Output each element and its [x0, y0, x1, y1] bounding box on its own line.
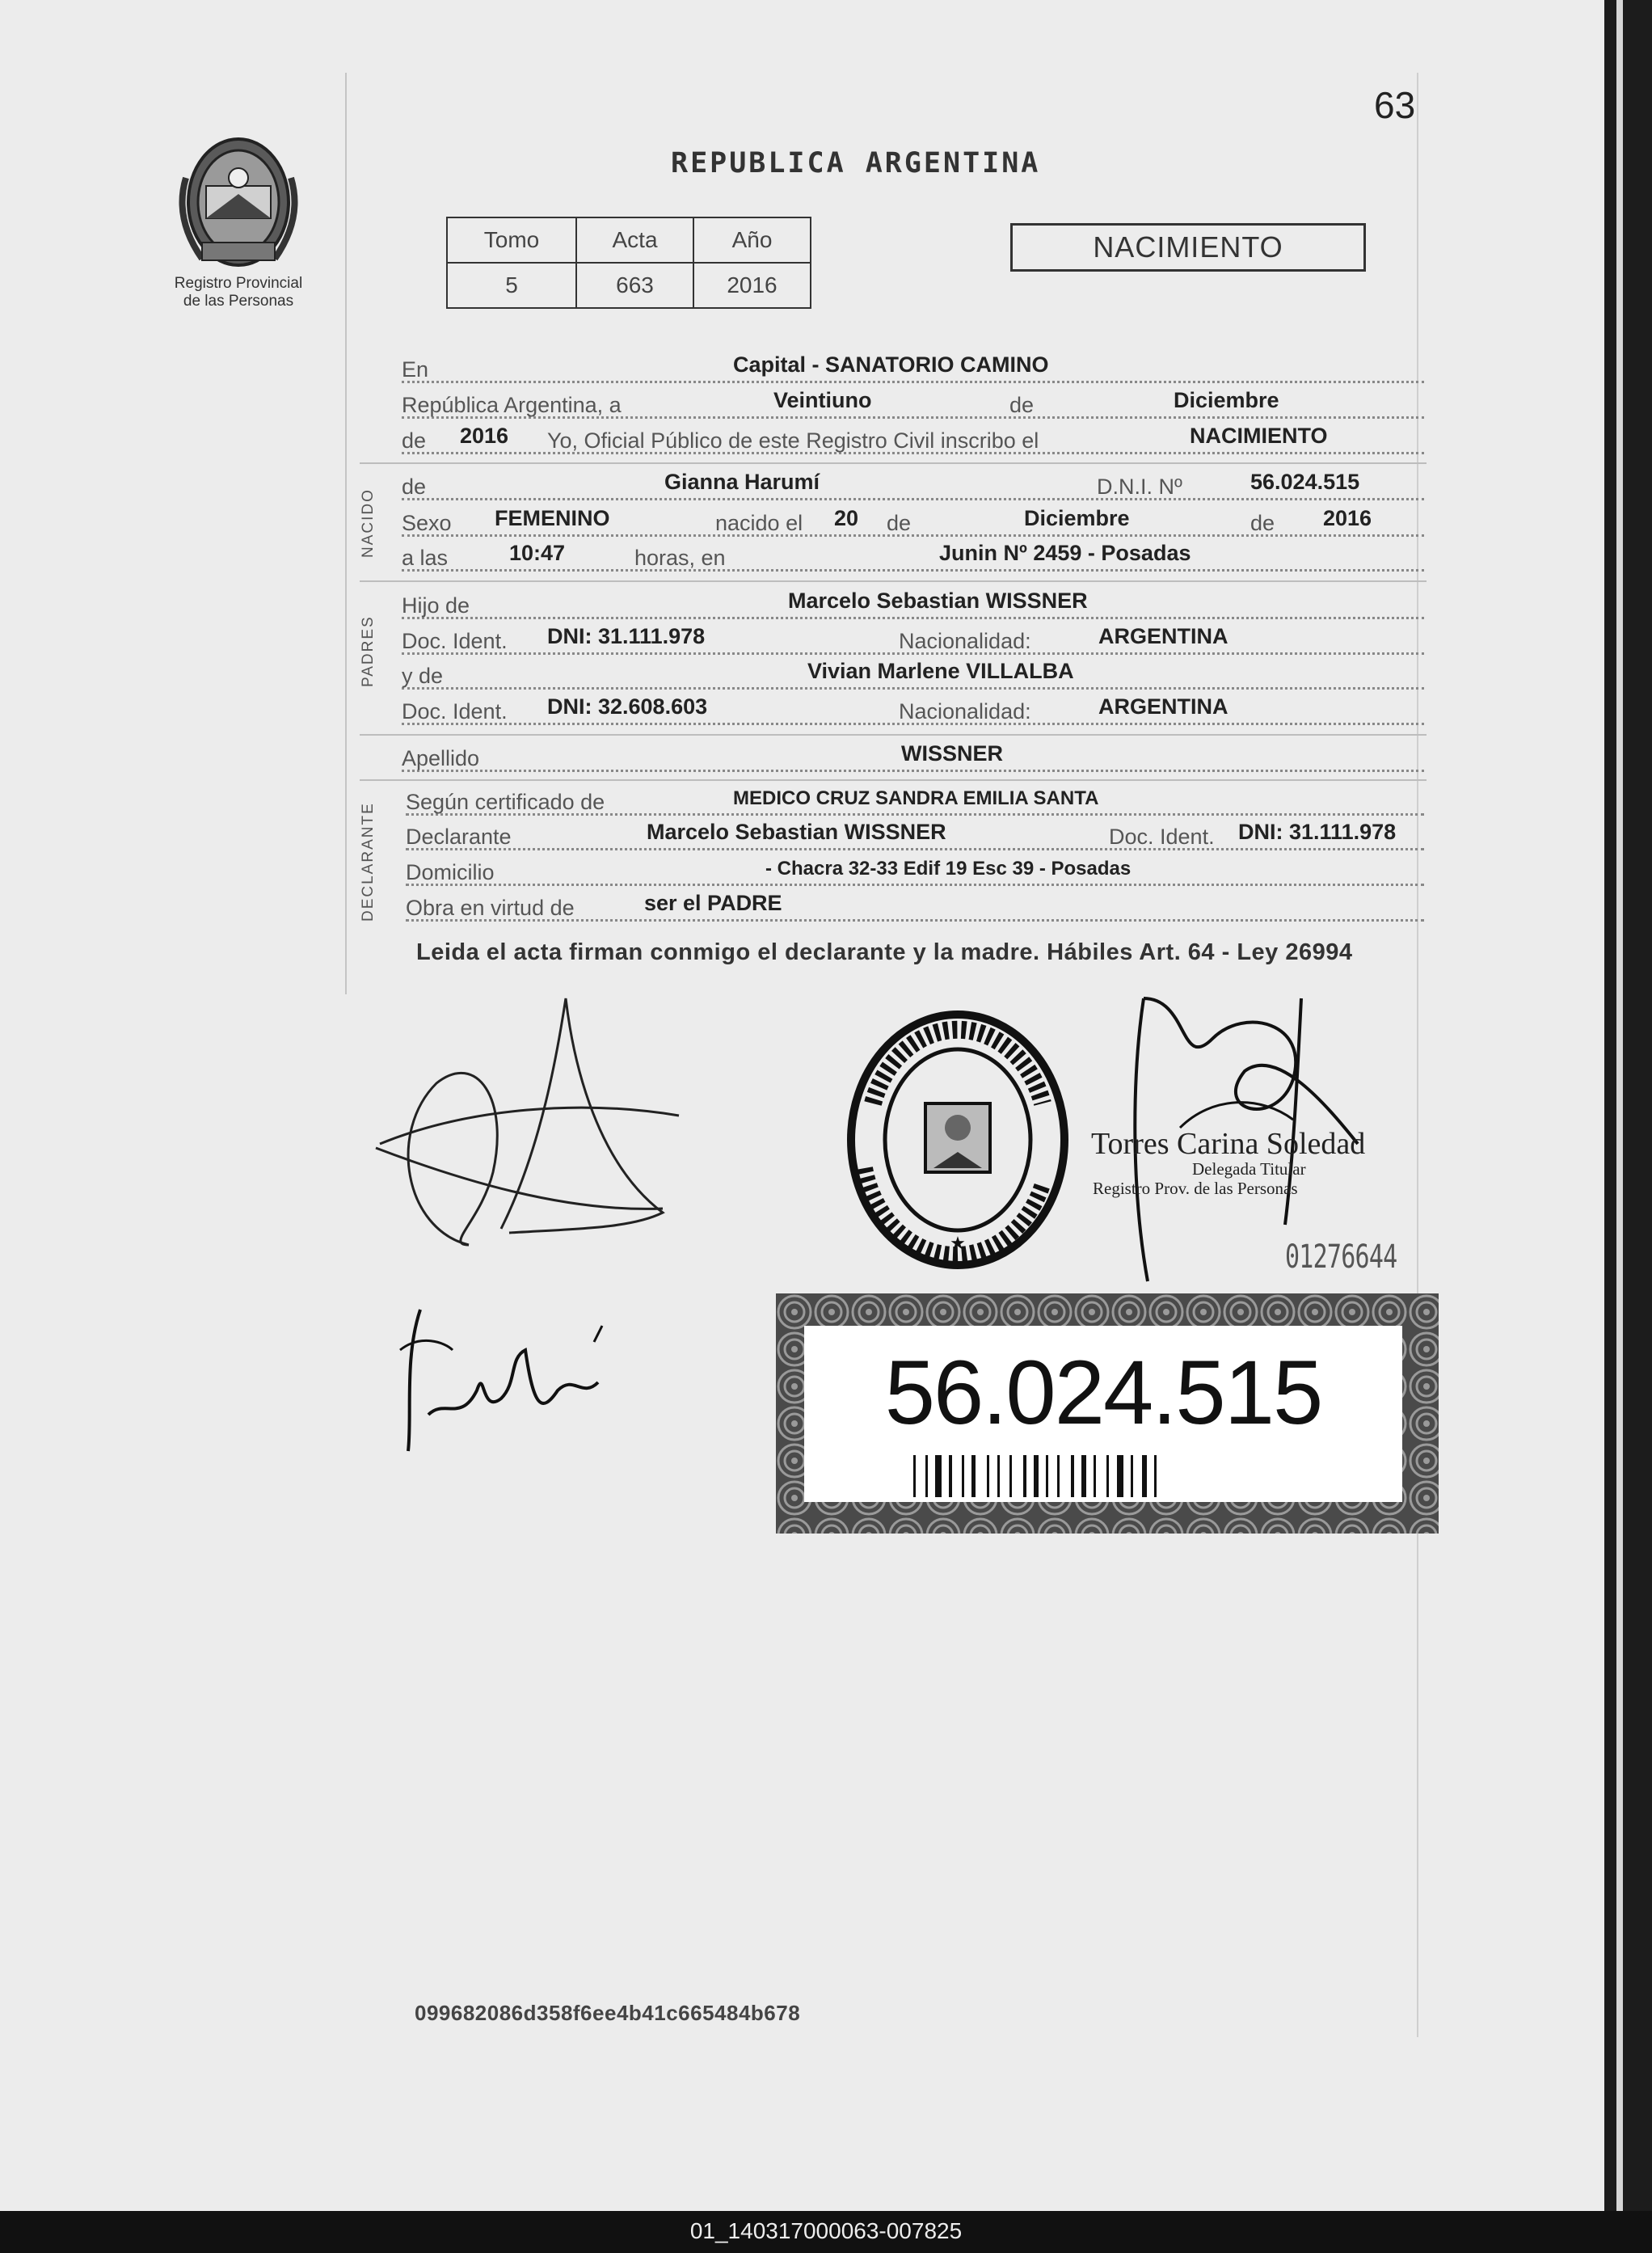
barcode-bar — [913, 1455, 916, 1497]
barcode-bar — [971, 1455, 976, 1497]
closing-statement: Leida el acta firman conmigo el declarante y la madre. Hábiles Art. 64 - Ley 26994 — [416, 939, 1353, 965]
field-padre-value: Marcelo Sebastian WISSNER — [788, 589, 1088, 613]
field-dni-label: D.N.I. Nº — [1097, 475, 1182, 499]
field-lugar-value: Junin Nº 2459 - Posadas — [939, 541, 1191, 565]
page-number: 63 — [1374, 84, 1416, 126]
barcode-bar — [935, 1455, 942, 1497]
field-fecha-de-label: de — [1009, 393, 1035, 417]
field-padre-nac-label: Nacionalidad: — [899, 629, 1031, 653]
field-apellido — [402, 739, 1424, 774]
barcode-bar — [1071, 1455, 1074, 1497]
field-y-label: y de — [402, 664, 444, 688]
field-en-label: En — [402, 357, 429, 382]
field-nombre — [402, 467, 1424, 503]
declarant-signature-icon — [372, 986, 711, 1253]
official-name: Torres Carina Soledad — [1091, 1127, 1366, 1161]
official-office: Registro Prov. de las Personas — [1093, 1179, 1298, 1198]
official-initials-signature-icon — [396, 1293, 614, 1455]
field-nacido-dia: 20 — [834, 506, 859, 530]
barcode-bar — [1081, 1455, 1086, 1497]
field-hora-label: a las — [402, 546, 449, 570]
field-en — [402, 350, 1424, 386]
field-madre-nac-value: ARGENTINA — [1098, 694, 1228, 719]
field-sexo-label: Sexo — [402, 511, 452, 535]
section-divider — [360, 580, 1427, 582]
field-hora — [402, 538, 1424, 574]
field-hijo-label: Hijo de — [402, 593, 470, 618]
field-inscripcion — [402, 421, 1424, 457]
section-label-nacido: NACIDO — [360, 488, 377, 558]
barcode-bar — [987, 1455, 989, 1497]
field-padre-doc — [402, 622, 1424, 657]
next-page-edge — [1616, 0, 1623, 2211]
barcode-bar — [1057, 1455, 1060, 1497]
barcode-bar — [1046, 1455, 1048, 1497]
field-certificado — [406, 783, 1424, 818]
field-padre-doc-value: DNI: 31.111.978 — [547, 624, 706, 648]
field-domicilio — [406, 853, 1424, 888]
field-madre — [402, 656, 1424, 692]
barcode-icon — [913, 1455, 1305, 1497]
document-hash: 099682086d358f6ee4b41c665484b678 — [415, 2001, 801, 2025]
field-padre-nac-value: ARGENTINA — [1098, 624, 1228, 648]
field-nacido-label: nacido el — [715, 511, 803, 535]
barcode-bar — [949, 1455, 952, 1497]
barcode-bar — [1034, 1455, 1039, 1497]
field-declarante-doc-value: DNI: 31.111.978 — [1238, 820, 1397, 844]
field-madre-doc-label: Doc. Ident. — [402, 699, 508, 724]
field-padre — [402, 586, 1424, 622]
field-nacido-mes: Diciembre — [1024, 506, 1130, 530]
document-title: REPUBLICA ARGENTINA — [671, 147, 1041, 179]
field-hora-label-2: horas, en — [634, 546, 726, 570]
reference-value-tomo: 5 — [447, 263, 576, 308]
reference-value-acta: 663 — [576, 263, 693, 308]
logo-caption — [154, 275, 323, 310]
field-fecha-label: República Argentina, a — [402, 393, 622, 417]
field-domicilio-label: Domicilio — [406, 860, 495, 884]
reference-header-anio: Año — [693, 217, 811, 263]
field-inscripcion-tipo: NACIMIENTO — [1190, 424, 1328, 448]
field-fecha — [402, 386, 1424, 421]
dni-sticker — [776, 1293, 1439, 1534]
field-nombre-label: de — [402, 475, 427, 499]
form-left-rule — [345, 73, 347, 994]
seal-star: ★ — [950, 1233, 966, 1253]
reference-header-row — [447, 217, 811, 263]
barcode-bar — [1154, 1455, 1157, 1497]
section-divider — [360, 779, 1427, 781]
field-madre-doc-value: DNI: 32.608.603 — [547, 694, 708, 719]
field-apellido-label: Apellido — [402, 746, 480, 770]
field-madre-value: Vivian Marlene VILLALBA — [807, 659, 1074, 683]
record-type-box: NACIMIENTO — [1010, 223, 1366, 272]
field-dni-value: 56.024.515 — [1250, 470, 1360, 494]
field-certificado-label: Según certificado de — [406, 790, 605, 814]
barcode-bar — [997, 1455, 1000, 1497]
field-madre-doc — [402, 692, 1424, 728]
field-inscripcion-de-label: de — [402, 428, 427, 453]
field-sexo — [402, 504, 1424, 539]
field-declarante-doc-label: Doc. Ident. — [1109, 825, 1215, 849]
dni-sticker-number: 56.024.515 — [884, 1342, 1322, 1443]
section-divider — [360, 734, 1427, 736]
field-inscripcion-text: Yo, Oficial Público de este Registro Civil inscribo el — [547, 428, 1039, 453]
field-nacido-anio: 2016 — [1323, 506, 1372, 530]
barcode-bar — [1009, 1455, 1012, 1497]
field-nacido-de-label-2: de — [1250, 511, 1275, 535]
reference-table — [446, 217, 811, 309]
section-label-padres: PADRES — [360, 615, 377, 687]
field-hora-value: 10:47 — [509, 541, 566, 565]
logo-caption-line2: de las Personas — [183, 293, 294, 310]
misiones-emblem-icon — [170, 129, 307, 271]
barcode-bar — [1106, 1455, 1109, 1497]
field-obra — [406, 888, 1424, 924]
barcode-bar — [1142, 1455, 1147, 1497]
field-sexo-value: FEMENINO — [495, 506, 610, 530]
official-role: Delegada Titular — [1192, 1159, 1306, 1179]
barcode-bar — [925, 1455, 928, 1497]
reference-header-tomo: Tomo — [447, 217, 576, 263]
reference-header-acta: Acta — [576, 217, 693, 263]
field-declarante — [406, 817, 1424, 853]
barcode-bar — [1117, 1455, 1123, 1497]
reference-value-row — [447, 263, 811, 308]
field-declarante-label: Declarante — [406, 825, 512, 849]
field-declarante-value: Marcelo Sebastian WISSNER — [647, 820, 946, 844]
section-label-declarante: DECLARANTE — [360, 802, 377, 922]
scan-footer-id: 01_140317000063-007825 — [689, 2218, 963, 2243]
field-madre-nac-label: Nacionalidad: — [899, 699, 1031, 724]
field-fecha-dia: Veintiuno — [773, 388, 872, 412]
field-apellido-value: WISSNER — [901, 741, 1004, 766]
field-domicilio-value: - Chacra 32-33 Edif 19 Esc 39 - Posadas — [765, 858, 1132, 880]
barcode-bar — [962, 1455, 964, 1497]
field-obra-value: ser el PADRE — [644, 891, 782, 915]
field-inscripcion-anio: 2016 — [460, 424, 509, 448]
section-divider — [360, 462, 1427, 464]
field-certificado-value: MEDICO CRUZ SANDRA EMILIA SANTA — [733, 787, 1099, 809]
field-nombre-value: Gianna Harumí — [664, 470, 820, 494]
logo-caption-line1: Registro Provincial — [174, 275, 303, 292]
field-nacido-de-label: de — [887, 511, 912, 535]
reference-value-anio: 2016 — [693, 263, 811, 308]
scan-border-right — [1604, 0, 1652, 2211]
dni-label — [804, 1326, 1402, 1502]
barcode-bar — [1094, 1455, 1096, 1497]
field-fecha-mes: Diciembre — [1174, 388, 1279, 412]
field-en-value: Capital - SANATORIO CAMINO — [733, 352, 1049, 377]
barcode-bar — [1023, 1455, 1026, 1497]
field-obra-label: Obra en virtud de — [406, 896, 575, 920]
field-padre-doc-label: Doc. Ident. — [402, 629, 508, 653]
barcode-bar — [1131, 1455, 1133, 1497]
serial-number: 01276644 — [1285, 1238, 1397, 1276]
registry-seal-icon — [841, 1006, 1075, 1273]
